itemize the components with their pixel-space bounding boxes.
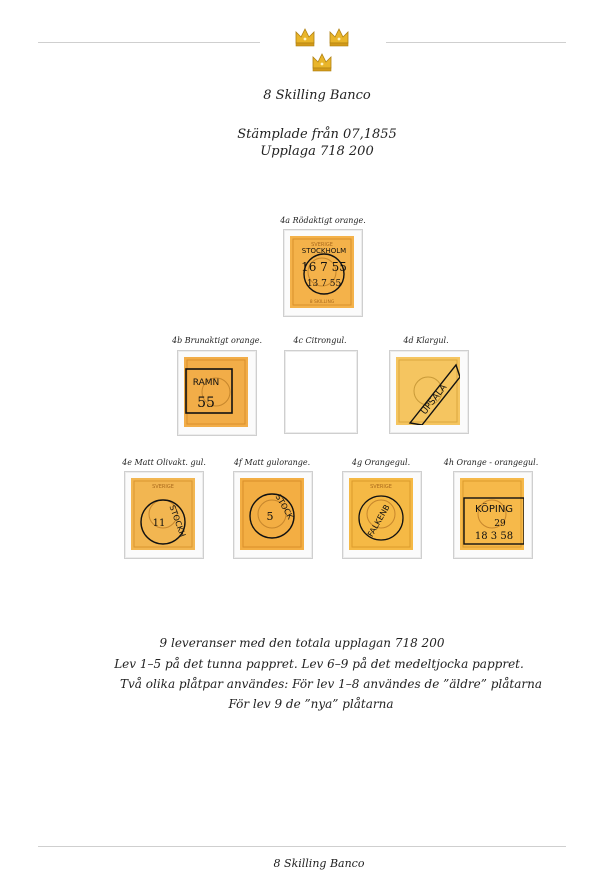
notes-line-1: 9 leveranser med den totala upplagan 718 200 bbox=[159, 636, 445, 650]
svg-text:SVERIGE: SVERIGE bbox=[152, 484, 174, 490]
svg-text:RAMN: RAMN bbox=[192, 378, 220, 388]
stamp-4h bbox=[460, 478, 526, 552]
svg-text:13 7 55: 13 7 55 bbox=[306, 279, 342, 289]
svg-text:29: 29 bbox=[494, 519, 506, 529]
stamp-4f bbox=[240, 478, 306, 552]
stamp-frame-4c-empty bbox=[284, 350, 358, 434]
svg-text:SVERIGE: SVERIGE bbox=[311, 242, 333, 248]
stamp-frame-4e bbox=[124, 471, 204, 559]
stamp-caption-4g: 4g Orangegul. bbox=[351, 458, 411, 467]
stamp-frame-4a bbox=[283, 229, 363, 317]
svg-text:8 SKILLING: 8 SKILLING bbox=[309, 300, 335, 305]
print-run: Upplaga 718 200 bbox=[260, 144, 374, 159]
stamp-4g bbox=[349, 478, 415, 552]
svg-text:55: 55 bbox=[197, 395, 215, 411]
top-rule-right bbox=[386, 42, 566, 43]
stamp-frame-4h bbox=[453, 471, 533, 559]
stamp-4b bbox=[184, 357, 250, 429]
svg-text:KÖPING: KÖPING bbox=[474, 504, 514, 515]
svg-text:STOCKHOLM: STOCKHOLM bbox=[301, 247, 347, 255]
stamp-caption-4c: 4c Citrongul. bbox=[293, 336, 347, 345]
stamp-image-4a bbox=[290, 236, 354, 308]
footer-title: 8 Skilling Banco bbox=[273, 857, 365, 870]
notes-line-4: För lev 9 de ”nya” plåtarna bbox=[228, 697, 394, 711]
stamp-caption-4a: 4a Rödaktigt orange. bbox=[280, 216, 366, 225]
svg-text:5: 5 bbox=[266, 510, 274, 523]
svg-text:FALKENB: FALKENB bbox=[366, 503, 392, 539]
stamp-caption-4b: 4b Brunaktigt orange. bbox=[172, 336, 262, 345]
svg-text:STOCKH: STOCKH bbox=[167, 504, 188, 539]
cancellation-date: Stämplade från 07,1855 bbox=[237, 127, 397, 142]
svg-text:11: 11 bbox=[152, 518, 166, 529]
notes-line-3: Två olika plåtpar användes: För lev 1–8 användes de ”äldre” plåtarna bbox=[120, 677, 542, 691]
stamp-frame-4g bbox=[342, 471, 422, 559]
stamp-caption-4f: 4f Matt gulorange. bbox=[233, 458, 311, 467]
stamp-4e bbox=[131, 478, 197, 552]
svg-text:UPSALA: UPSALA bbox=[419, 382, 450, 417]
stamp-frame-4d bbox=[389, 350, 469, 434]
stamp-caption-4h: 4h Orange - orangegul. bbox=[443, 458, 539, 467]
stamp-frame-4f bbox=[233, 471, 313, 559]
stamp-4d bbox=[396, 357, 462, 427]
bottom-rule bbox=[38, 846, 566, 847]
stamp-frame-4b bbox=[177, 350, 257, 436]
svg-text:STOCK: STOCK bbox=[273, 492, 295, 521]
stamp-4a bbox=[290, 236, 356, 310]
svg-text:16 7 55: 16 7 55 bbox=[301, 260, 347, 274]
svg-text:SVERIGE: SVERIGE bbox=[370, 484, 392, 490]
stamp-caption-4d: 4d Klargul. bbox=[403, 336, 449, 345]
svg-text:18 3 58: 18 3 58 bbox=[474, 531, 514, 542]
stamp-caption-4e: 4e Matt Olivakt. gul. bbox=[122, 458, 206, 467]
three-crowns-icon bbox=[293, 26, 355, 74]
page-title: 8 Skilling Banco bbox=[263, 88, 371, 103]
notes-line-2: Lev 1–5 på det tunna pappret. Lev 6–9 på det medeltjocka pappret. bbox=[114, 657, 524, 671]
top-rule-left bbox=[38, 42, 260, 43]
